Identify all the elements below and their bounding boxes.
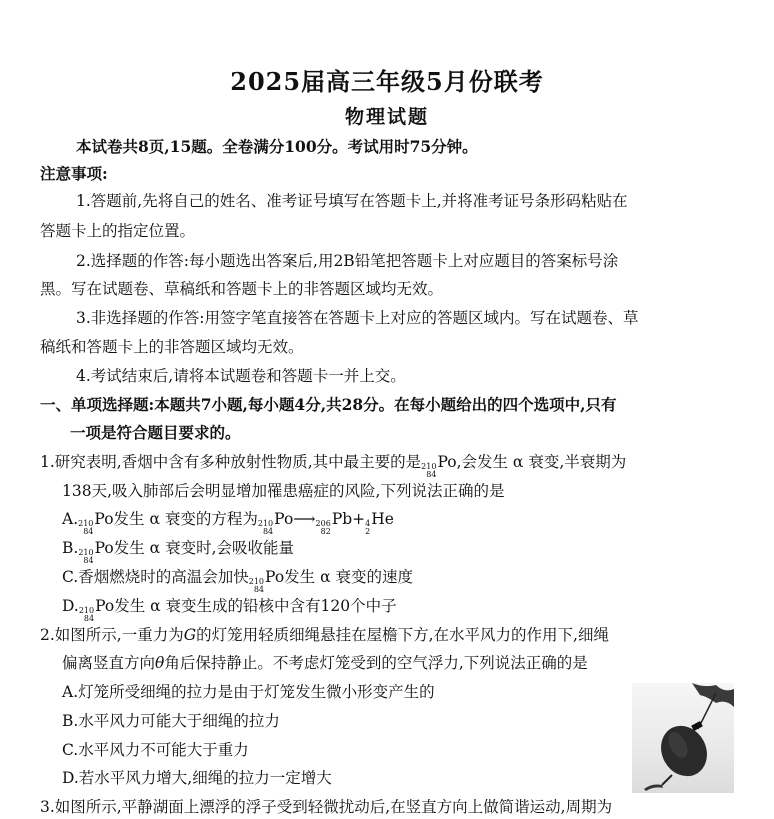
notice-item: 黑。写在试题卷、草稿纸和答题卡上的非答题区域均无效。 — [40, 280, 444, 298]
question-1-stem: 1.研究表明,香烟中含有多种放射性物质,其中最主要的是 210 84 Po,会发生 α 衰变,半衰期为 — [40, 453, 627, 479]
notice-item: 1.答题前,先将自己的姓名、准考证号填写在答题卡上,并将准考证号条形码粘贴在 — [76, 192, 628, 210]
notice-item: 答题卡上的指定位置。 — [40, 222, 196, 240]
notice-item: 3.非选择题的作答:用签字笔直接答在答题卡上对应的答题区域内。写在试题卷、草 — [76, 309, 639, 327]
notice-item: 稿纸和答题卡上的非答题区域均无效。 — [40, 338, 304, 356]
question-1-option-c: C.香烟燃烧时的高温会加快 210 84 Po发生 α 衰变的速度 — [62, 568, 413, 594]
nuclide-po: 210 84 — [248, 577, 265, 594]
question-1-option-d: D. 210 84 Po发生 α 衰变生成的铅核中含有120个中子 — [62, 597, 397, 623]
nuclide-po: 210 84 — [257, 519, 274, 536]
question-2-option-b: B.水平风力可能大于细绳的拉力 — [62, 712, 280, 730]
question-2-option-c: C.水平风力不可能大于重力 — [62, 741, 249, 759]
reaction-arrow: ⟶ — [293, 510, 316, 528]
question-1-option-a: A. 210 84 Po发生 α 衰变的方程为 210 84 Po⟶ 206 82 Pb+ 4 2 He — [62, 510, 394, 536]
question-1-option-b: B. 210 84 Po发生 α 衰变时,会吸收能量 — [62, 539, 294, 565]
notice-item: 2.选择题的作答:每小题选出答案后,用2B铅笔把答题卡上对应题目的答案标号涂 — [76, 252, 619, 270]
nuclide-he: 4 2 — [365, 519, 371, 536]
exam-summary: 本试卷共8页,15题。全卷满分100分。考试用时75分钟。 — [76, 137, 478, 156]
nuclide-po: 210 84 — [421, 462, 437, 479]
lantern-photo — [632, 683, 734, 793]
nuclide-po: 210 84 — [78, 548, 94, 565]
section-heading: 一、单项选择题:本题共7小题,每小题4分,共28分。在每小题给出的四个选项中,只有 — [40, 395, 617, 414]
question-2-option-a: A.灯笼所受细绳的拉力是由于灯笼发生微小形变产生的 — [62, 683, 435, 701]
exam-title: 2025届高三年级5月份联考 — [230, 67, 544, 96]
notice-heading: 注意事项: — [40, 164, 108, 183]
nuclide-pb: 206 82 — [315, 519, 331, 536]
question-1-stem-cont: 138天,吸入肺部后会明显增加罹患癌症的风险,下列说法正确的是 — [62, 482, 505, 500]
section-heading-cont: 一项是符合题目要求的。 — [70, 423, 241, 442]
exam-subject: 物理试题 — [344, 106, 429, 128]
question-2-option-d: D.若水平风力增大,细绳的拉力一定增大 — [62, 769, 332, 787]
question-2-stem: 2.如图所示,一重力为G的灯笼用轻质细绳悬挂在屋檐下方,在水平风力的作用下,细绳 — [40, 626, 609, 644]
nuclide-po: 210 84 — [78, 519, 94, 536]
question-3-stem: 3.如图所示,平静湖面上漂浮的浮子受到轻微扰动后,在竖直方向上做简谐运动,周期为 — [40, 798, 613, 816]
notice-item: 4.考试结束后,请将本试题卷和答题卡一并上交。 — [76, 367, 406, 385]
nuclide-po: 210 84 — [78, 606, 95, 623]
question-2-stem-cont: 偏离竖直方向θ角后保持静止。不考虑灯笼受到的空气浮力,下列说法正确的是 — [62, 654, 588, 672]
